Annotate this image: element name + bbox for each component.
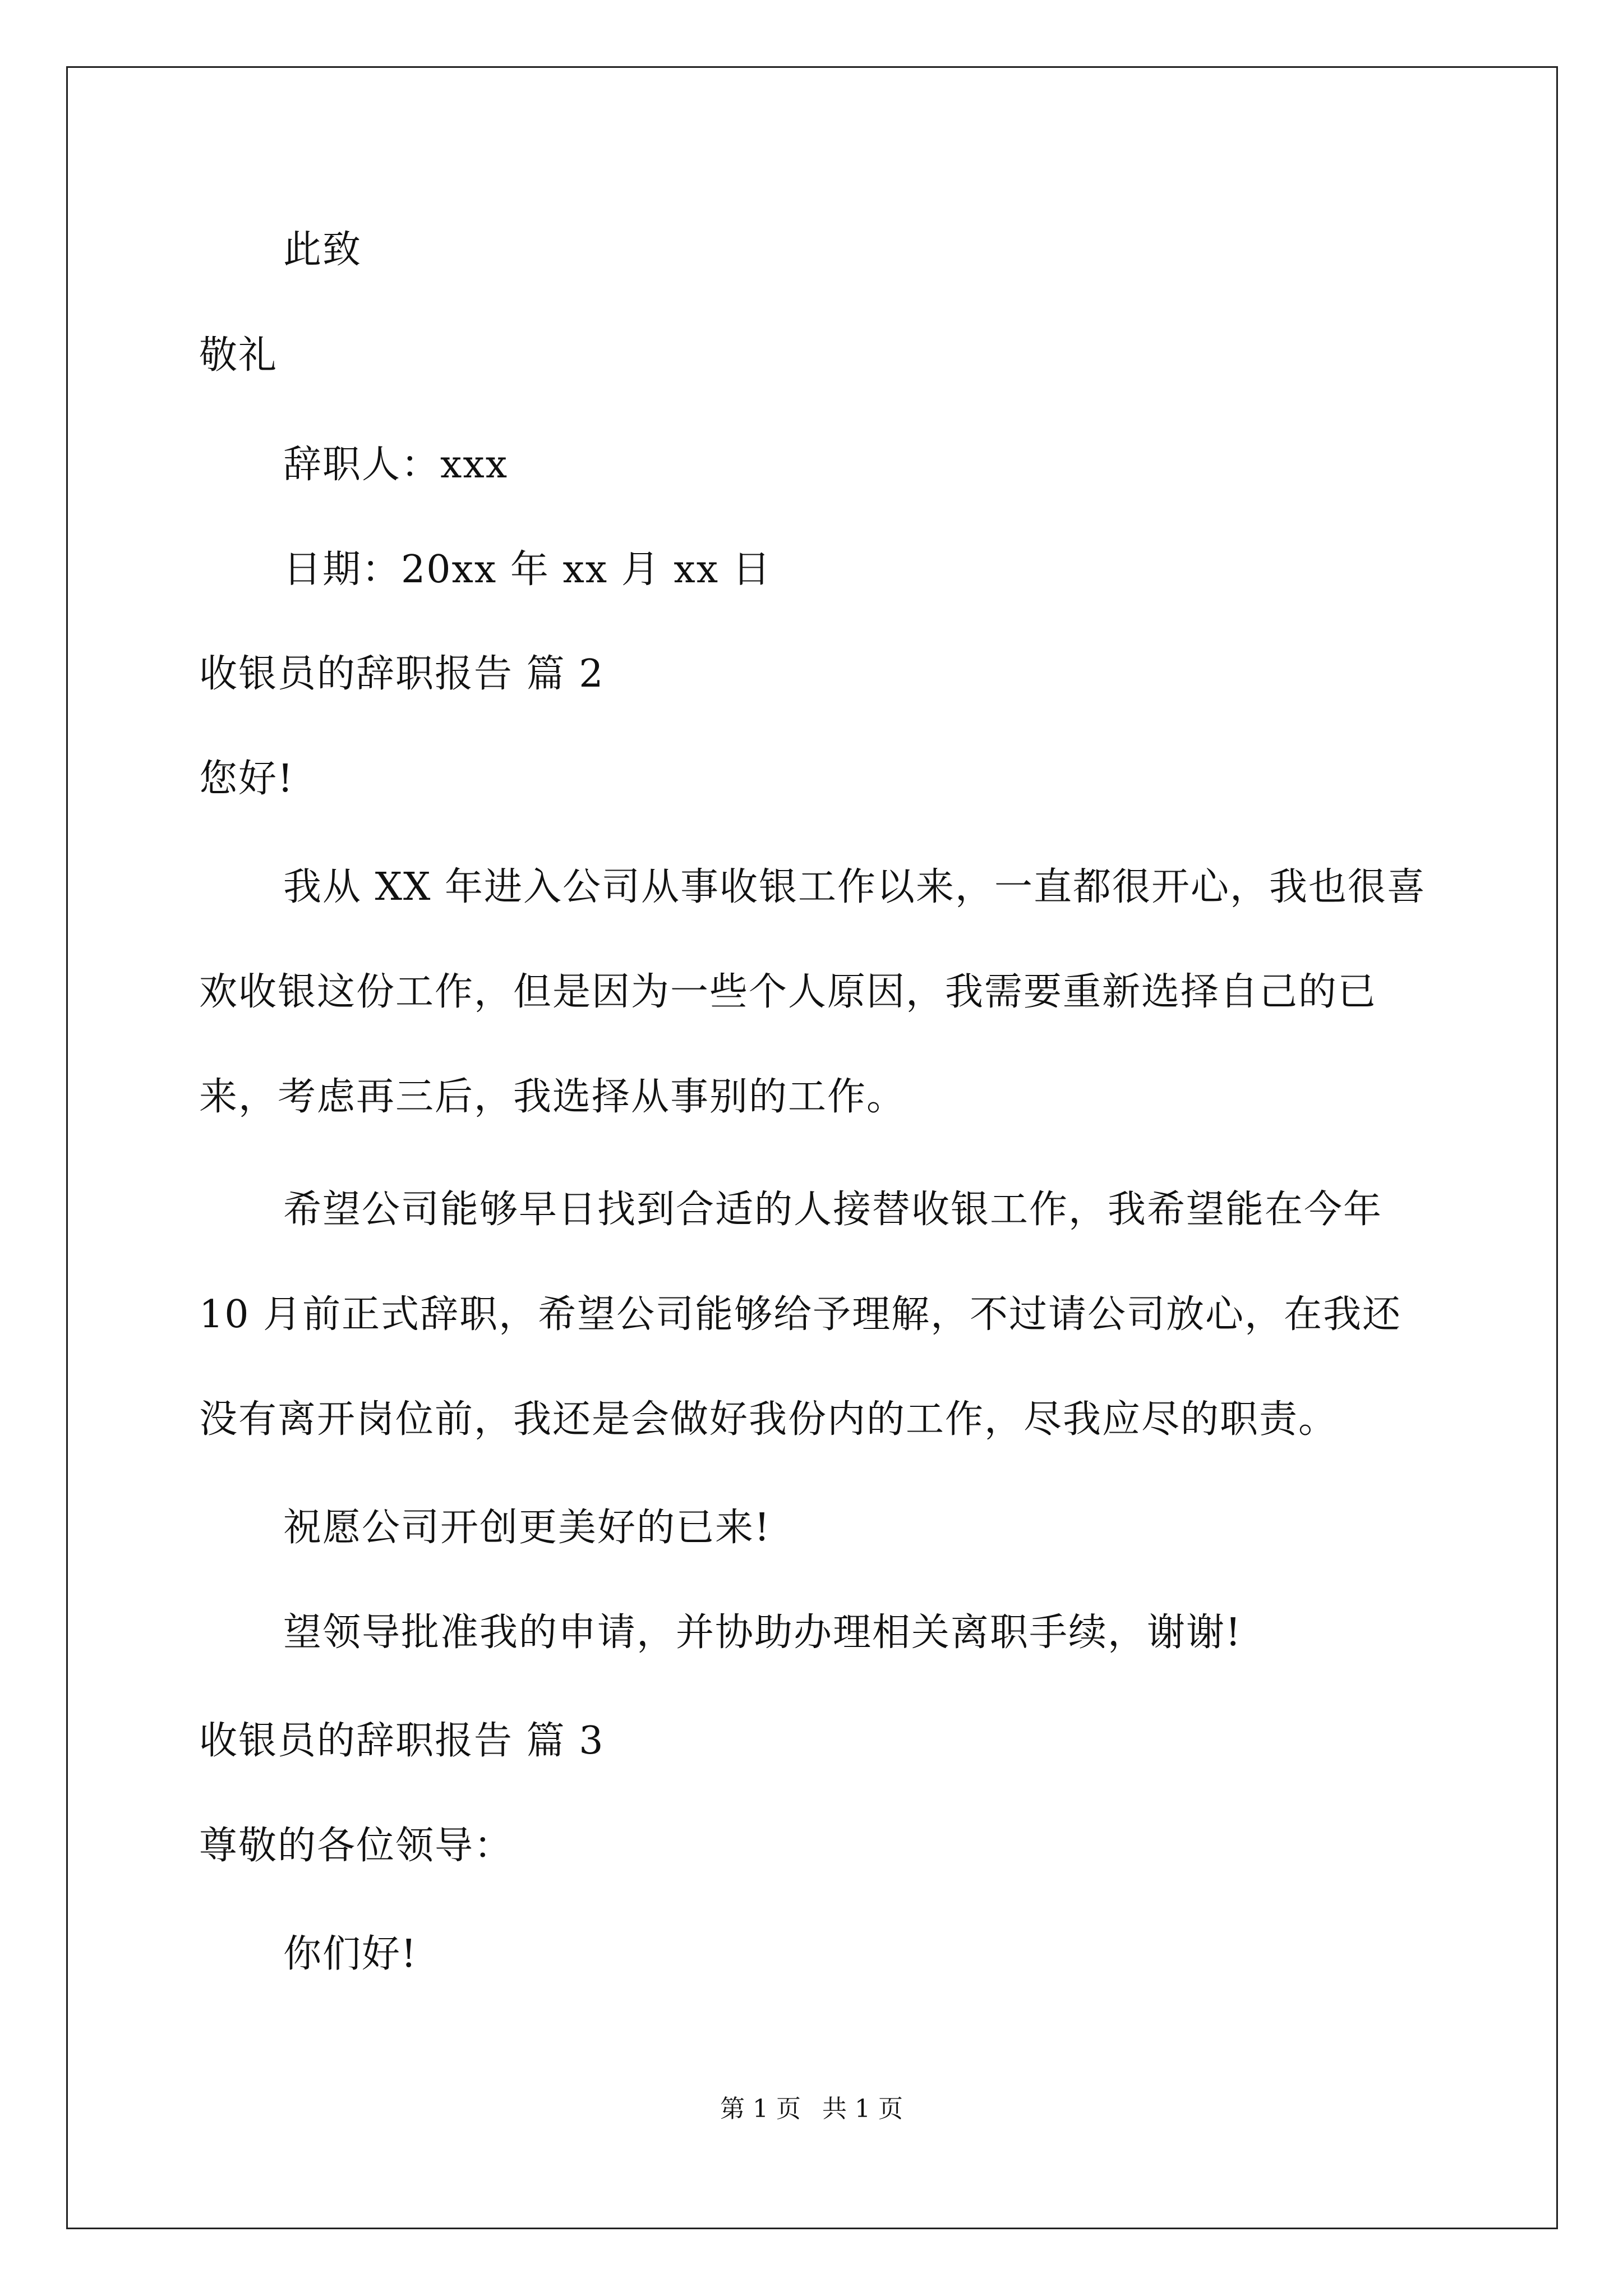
paragraph-1-line-1: 我从 XX 年进入公司从事收银工作以来，一直都很开心，我也很喜 [283, 865, 1427, 909]
greeting-line-3: 尊敬的各位领导： [199, 1824, 514, 1868]
request-line: 望领导批准我的申请，并协助办理相关离职手续，谢谢! [283, 1611, 1242, 1655]
paragraph-2-line-1: 希望公司能够早日找到合适的人接替收银工作，我希望能在今年 [283, 1188, 1383, 1232]
section-heading-2: 收银员的辞职报告 篇 2 [199, 652, 605, 696]
section-heading-3: 收银员的辞职报告 篇 3 [199, 1719, 605, 1763]
greeting-line: 您好! [199, 757, 294, 801]
opening-line: 你们好! [283, 1932, 418, 1976]
paragraph-1-line-2: 欢收银这份工作，但是因为一些个人原因，我需要重新选择自己的已 [199, 970, 1377, 1014]
page-footer [0, 2097, 1623, 2122]
page-border [66, 66, 1558, 2229]
resigner-line: 辞职人：xxx [283, 443, 509, 487]
paragraph-2-line-3: 没有离开岗位前，我还是会做好我份内的工作，尽我应尽的职责。 [199, 1397, 1338, 1442]
paragraph-1-line-3: 来，考虑再三后，我选择从事别的工作。 [199, 1075, 906, 1119]
paragraph-2-line-2: 10 月前正式辞职，希望公司能够给予理解，不过请公司放心，在我还 [199, 1292, 1402, 1337]
wish-line: 祝愿公司开创更美好的已来! [283, 1506, 771, 1550]
page-number-current: 第 1 页 [720, 2095, 801, 2123]
page-number-total: 共 1 页 [822, 2095, 903, 2123]
closing-salutation-2: 敬礼 [199, 333, 278, 378]
closing-salutation-1: 此致 [283, 228, 362, 272]
date-line: 日期：20xx 年 xx 月 xx 日 [283, 547, 772, 592]
